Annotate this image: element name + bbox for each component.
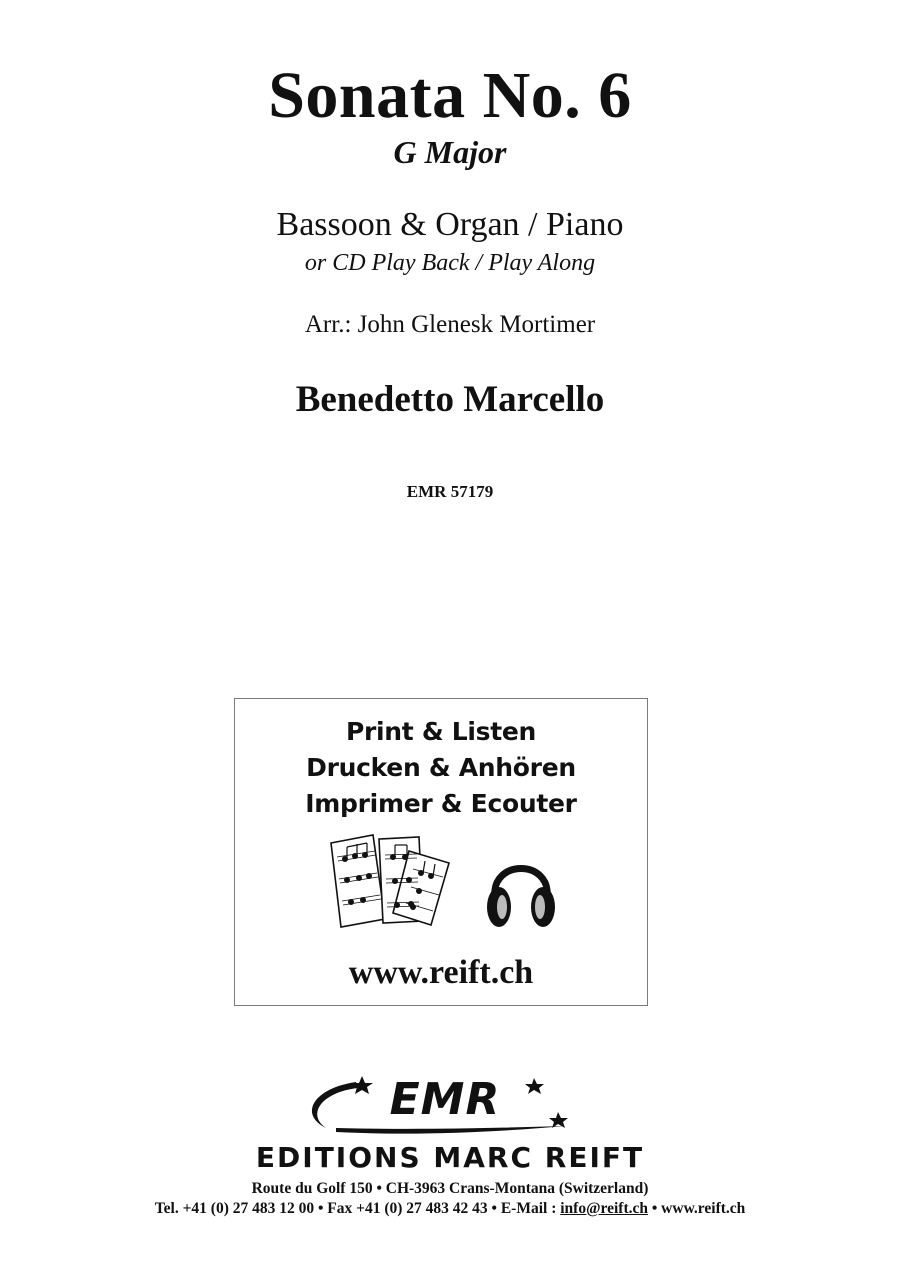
print-listen-box — [234, 698, 648, 1006]
promo-line-german: Drucken & Anhören — [306, 753, 576, 782]
arranger: Arr.: John Glenesk Mortimer — [304, 311, 596, 338]
promo-line-french: Imprimer & Ecouter — [305, 789, 577, 818]
promo-line-english: Print & Listen — [345, 717, 537, 746]
publisher-name: EDITIONS MARC REIFT — [255, 1141, 645, 1174]
publisher-address: Route du Golf 150 • CH-3963 Crans-Montana (Switzerland) — [251, 1180, 649, 1197]
page-title: Sonata No. 6 — [268, 59, 632, 132]
contact-suffix: • www.reift.ch — [648, 1200, 746, 1217]
emr-logo-text: EMR — [389, 1074, 501, 1125]
catalog-number: EMR 57179 — [406, 482, 494, 501]
playback-note: or CD Play Back / Play Along — [304, 250, 596, 276]
composer: Benedetto Marcello — [295, 379, 605, 420]
headphones-icon — [485, 849, 557, 931]
promo-url[interactable]: www.reift.ch — [348, 954, 534, 991]
publisher-contact — [0, 1200, 900, 1218]
contact-prefix: Tel. +41 (0) 27 483 12 00 • Fax +41 (0) 27 483 42 43 • E-Mail : — [154, 1200, 561, 1217]
instrumentation: Bassoon & Organ / Piano — [276, 206, 624, 243]
key-subtitle: G Major — [393, 134, 507, 170]
email-link[interactable]: info@reift.ch — [560, 1200, 648, 1217]
sheet-music-icon — [327, 833, 453, 929]
